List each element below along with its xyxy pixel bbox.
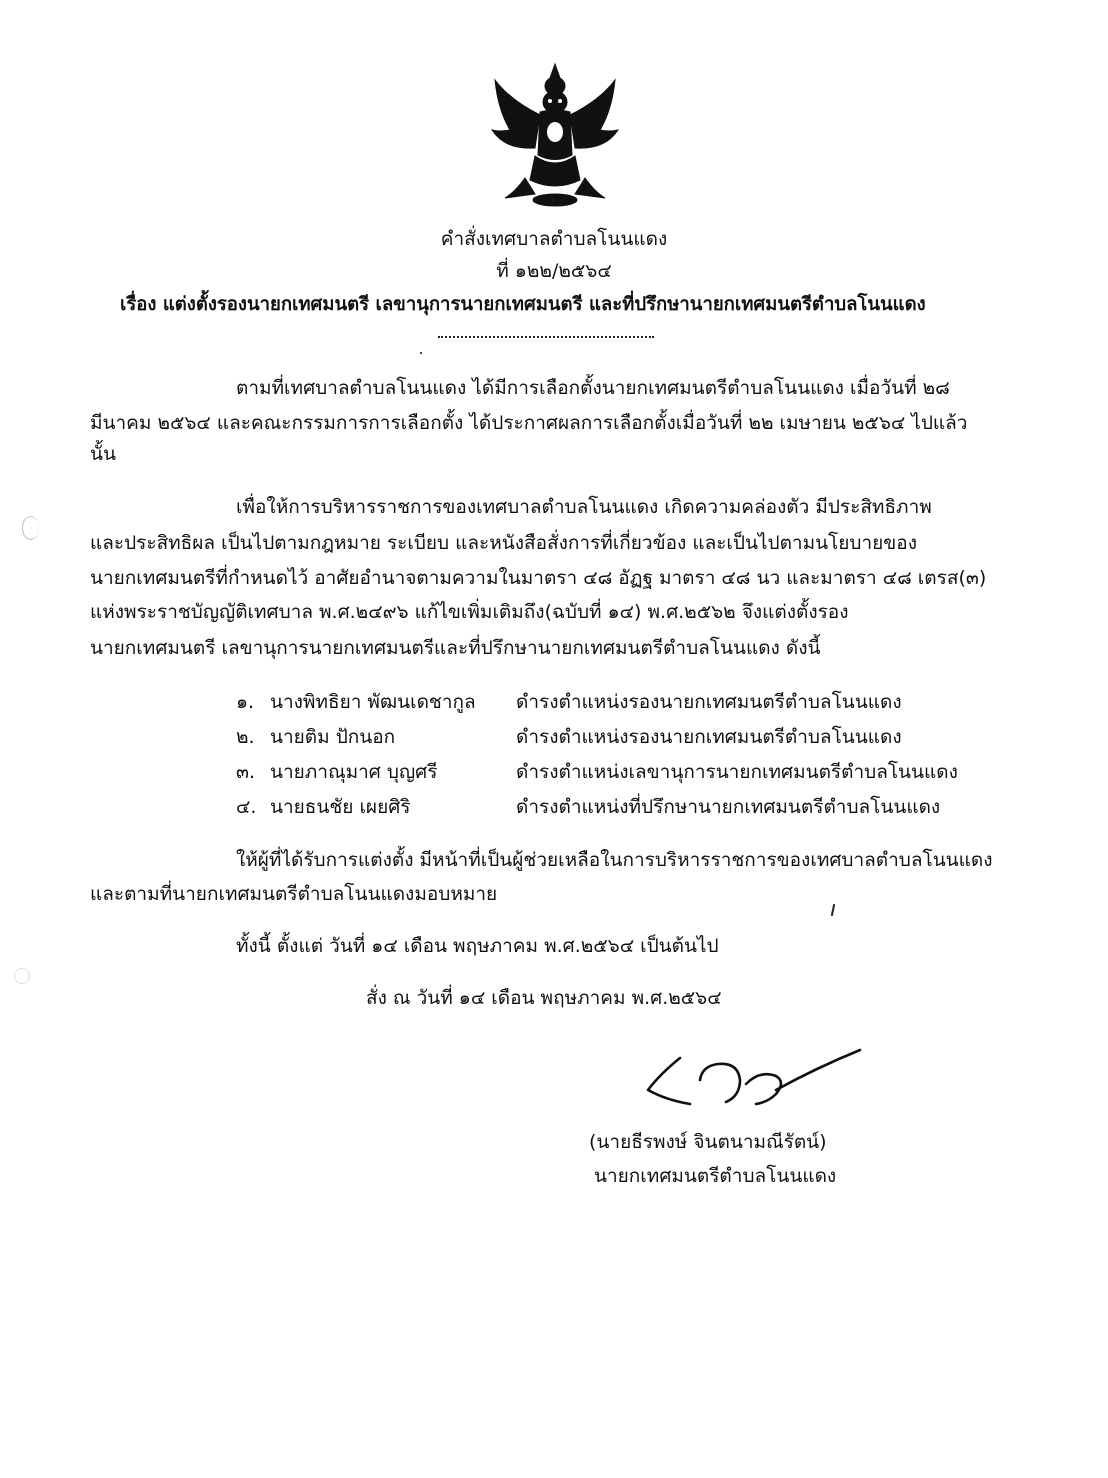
order-title: คำสั่งเทศบาลตำบลโนนแดง	[440, 228, 668, 250]
para2-line4: แห่งพระราชบัญญัติเทศบาล พ.ศ.๒๔๙๖ แก้ไขเพิ่มเติมถึง(ฉบับที่ ๑๔) พ.ศ.๒๕๖๒ จึงแต่งตั้งรอง	[90, 601, 849, 623]
appointee-number: ๔.	[236, 796, 257, 818]
signatory-name: (นายธีรพงษ์ จินตนามณีรัตน์)	[589, 1131, 827, 1153]
para3-line2: และตามที่นายกเทศมนตรีตำบลโนนแดงมอบหมาย	[90, 883, 498, 905]
para2-line2: และประสิทธิผล เป็นไปตามกฎหมาย ระเบียบ และหนังสือสั่งการที่เกี่ยวข้อง และเป็นไปตามนโยบายของ	[90, 532, 917, 554]
stray-mark	[831, 904, 835, 916]
para1-line2: มีนาคม ๒๕๖๔ และคณะกรรมการการเลือกตั้ง ได้ประกาศผลการเลือกตั้งเมื่อวันที่ ๒๒ เมษายน ๒๕๖๔ ไปแล้ว	[90, 412, 968, 434]
scan-speck	[22, 516, 39, 540]
separator-dotted-line	[438, 336, 654, 340]
signatory-title: นายกเทศมนตรีตำบลโนนแดง	[594, 1165, 837, 1187]
para2-line5: นายกเทศมนตรี เลขานุการนายกเทศมนตรีและที่ปรึกษานายกเทศมนตรีตำบลโนนแดง ดังนี้	[90, 637, 821, 659]
para1-line3: นั้น	[90, 443, 116, 465]
para2-line3: นายกเทศมนตรีที่กำหนดไว้ อาศัยอำนาจตามความในมาตรา ๔๘ อัฏฐ มาตรา ๔๘ นว และมาตรา ๔๘ เตรส(๓)	[90, 567, 987, 589]
appointee-name: นางพิทธิยา พัฒนเดชากูล	[270, 691, 476, 713]
stray-dot	[420, 352, 422, 354]
appointee-number: ๓.	[236, 761, 256, 783]
appointee-position: ดำรงตำแหน่งเลขานุการนายกเทศมนตรีตำบลโนนแดง	[516, 761, 958, 783]
effective-date: ทั้งนี้ ตั้งแต่ วันที่ ๑๔ เดือน พฤษภาคม พ.ศ.๒๕๖๔ เป็นต้นไป	[236, 935, 719, 957]
appointee-name: นายภาณุมาศ บุญศรี	[270, 761, 438, 783]
handwritten-signature	[636, 1040, 866, 1120]
order-subject: เรื่อง แต่งตั้งรองนายกเทศมนตรี เลขานุการนายกเทศมนตรี และที่ปรึกษานายกเทศมนตรีตำบลโนนแดง	[120, 294, 926, 315]
garuda-emblem-icon	[480, 60, 630, 210]
para3-line1: ให้ผู้ที่ได้รับการแต่งตั้ง มีหน้าที่เป็นผู้ช่วยเหลือในการบริหารราชการของเทศบาลตำบลโนนแดง	[236, 849, 993, 871]
appointee-name: นายติม ปักนอก	[270, 726, 396, 748]
para2-line1: เพื่อให้การบริหารราชการของเทศบาลตำบลโนนแดง เกิดความคล่องตัว มีประสิทธิภาพ	[236, 496, 932, 518]
appointee-name: นายธนชัย เผยศิริ	[270, 796, 411, 818]
order-date: สั่ง ณ วันที่ ๑๔ เดือน พฤษภาคม พ.ศ.๒๕๖๔	[366, 987, 722, 1009]
para1-line1: ตามที่เทศบาลตำบลโนนแดง ได้มีการเลือกตั้งนายกเทศมนตรีตำบลโนนแดง เมื่อวันที่ ๒๘	[236, 377, 950, 399]
appointee-position: ดำรงตำแหน่งรองนายกเทศมนตรีตำบลโนนแดง	[516, 726, 902, 748]
appointee-position: ดำรงตำแหน่งรองนายกเทศมนตรีตำบลโนนแดง	[516, 691, 902, 713]
appointee-number: ๑.	[236, 691, 255, 713]
scan-speck	[14, 968, 30, 984]
order-number: ที่ ๑๒๒/๒๕๖๔	[496, 260, 612, 282]
appointee-number: ๒.	[236, 726, 255, 748]
appointee-position: ดำรงตำแหน่งที่ปรึกษานายกเทศมนตรีตำบลโนนแดง	[516, 796, 941, 818]
